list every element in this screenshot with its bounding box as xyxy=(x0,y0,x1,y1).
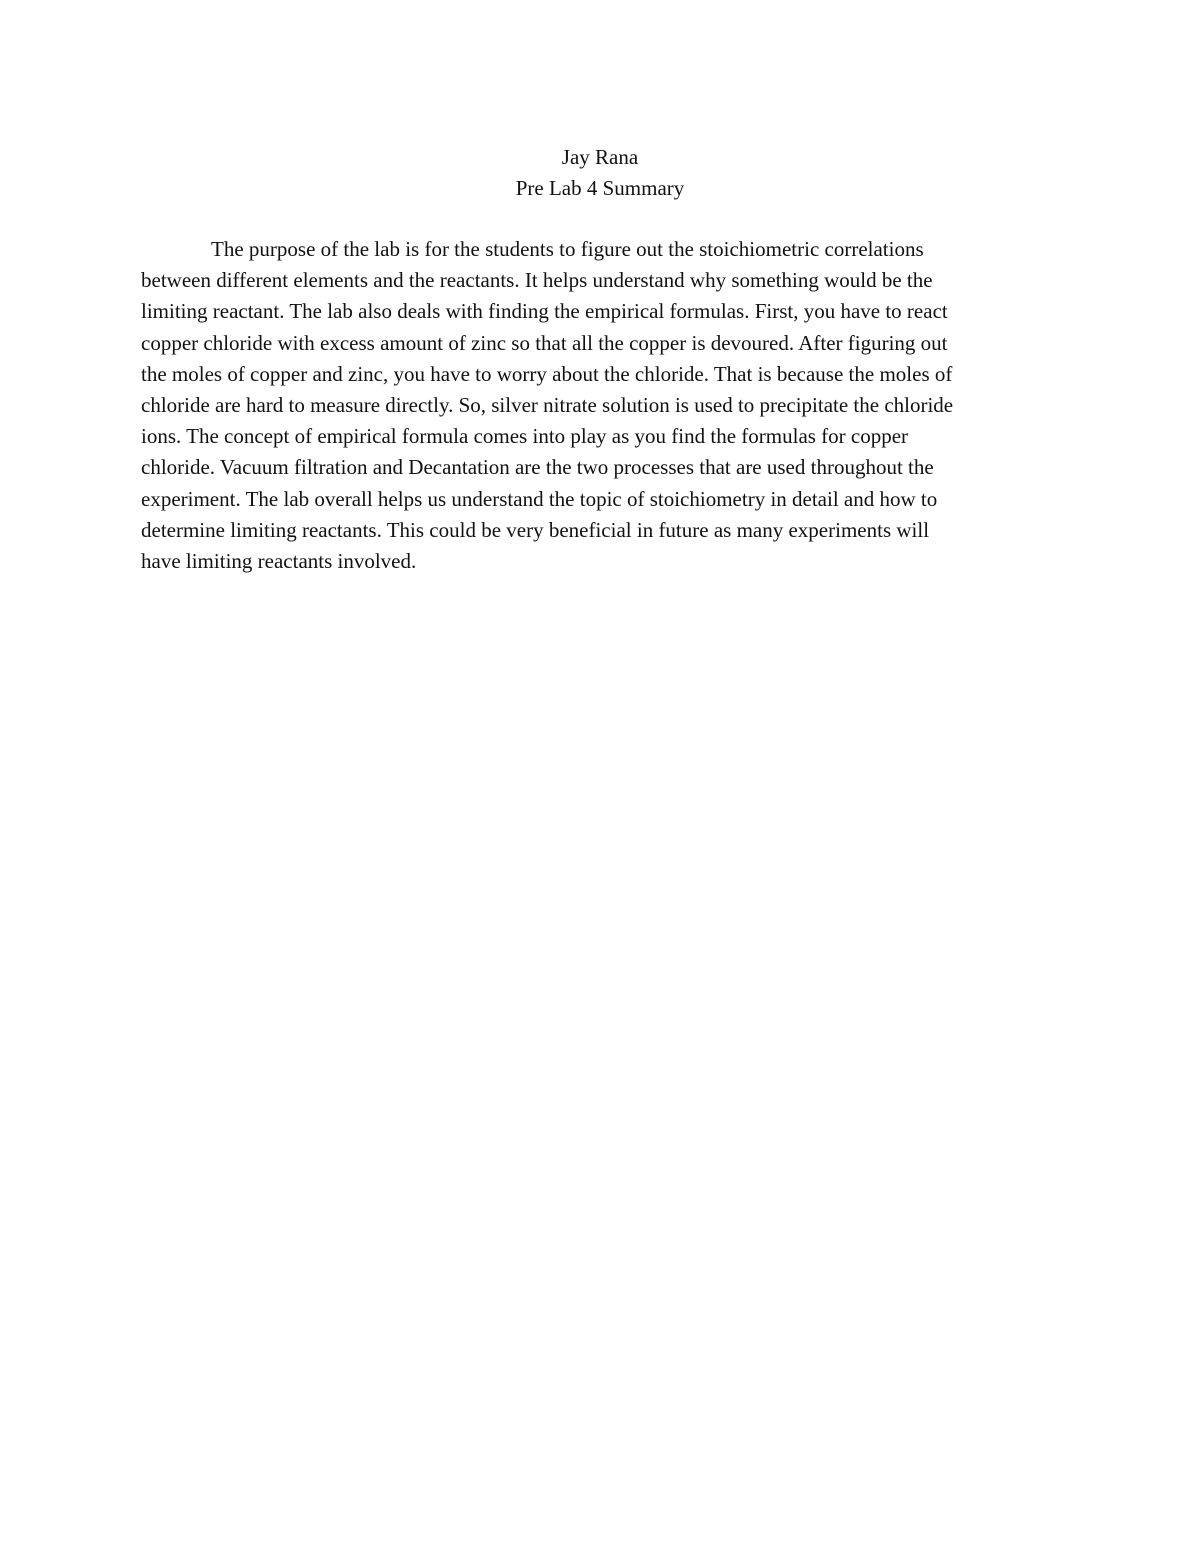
document-header xyxy=(0,142,1200,204)
paragraph-line: copper chloride with excess amount of zinc so that all the copper is devoured. After figuring out xyxy=(141,330,948,355)
paragraph-line: ions. The concept of empirical formula comes into play as you find the formulas for copper xyxy=(141,424,909,449)
paragraph-line: the moles of copper and zinc, you have to worry about the chloride. That is because the moles of xyxy=(141,361,953,386)
paragraph-line: The purpose of the lab is for the students to figure out the stoichiometric correlations xyxy=(211,237,924,261)
paragraph-line: chloride. Vacuum filtration and Decantation are the two processes that are used throughout the xyxy=(141,455,934,480)
paragraph-line: limiting reactant. The lab also deals with finding the empirical formulas. First, you have to react xyxy=(141,299,948,324)
summary-paragraph xyxy=(141,234,1061,577)
paragraph-line: between different elements and the reactants. It helps understand why something would be the xyxy=(141,268,933,293)
paragraph-line: determine limiting reactants. This could be very beneficial in future as many experiments will xyxy=(141,517,930,542)
paragraph-line: experiment. The lab overall helps us understand the topic of stoichiometry in detail and how to xyxy=(141,486,938,511)
document-title: Pre Lab 4 Summary xyxy=(515,176,685,200)
paragraph-line: chloride are hard to measure directly. So, silver nitrate solution is used to precipitate the chloride xyxy=(141,393,954,418)
author-name: Jay Rana xyxy=(561,145,639,169)
paragraph-line: have limiting reactants involved. xyxy=(141,549,417,574)
